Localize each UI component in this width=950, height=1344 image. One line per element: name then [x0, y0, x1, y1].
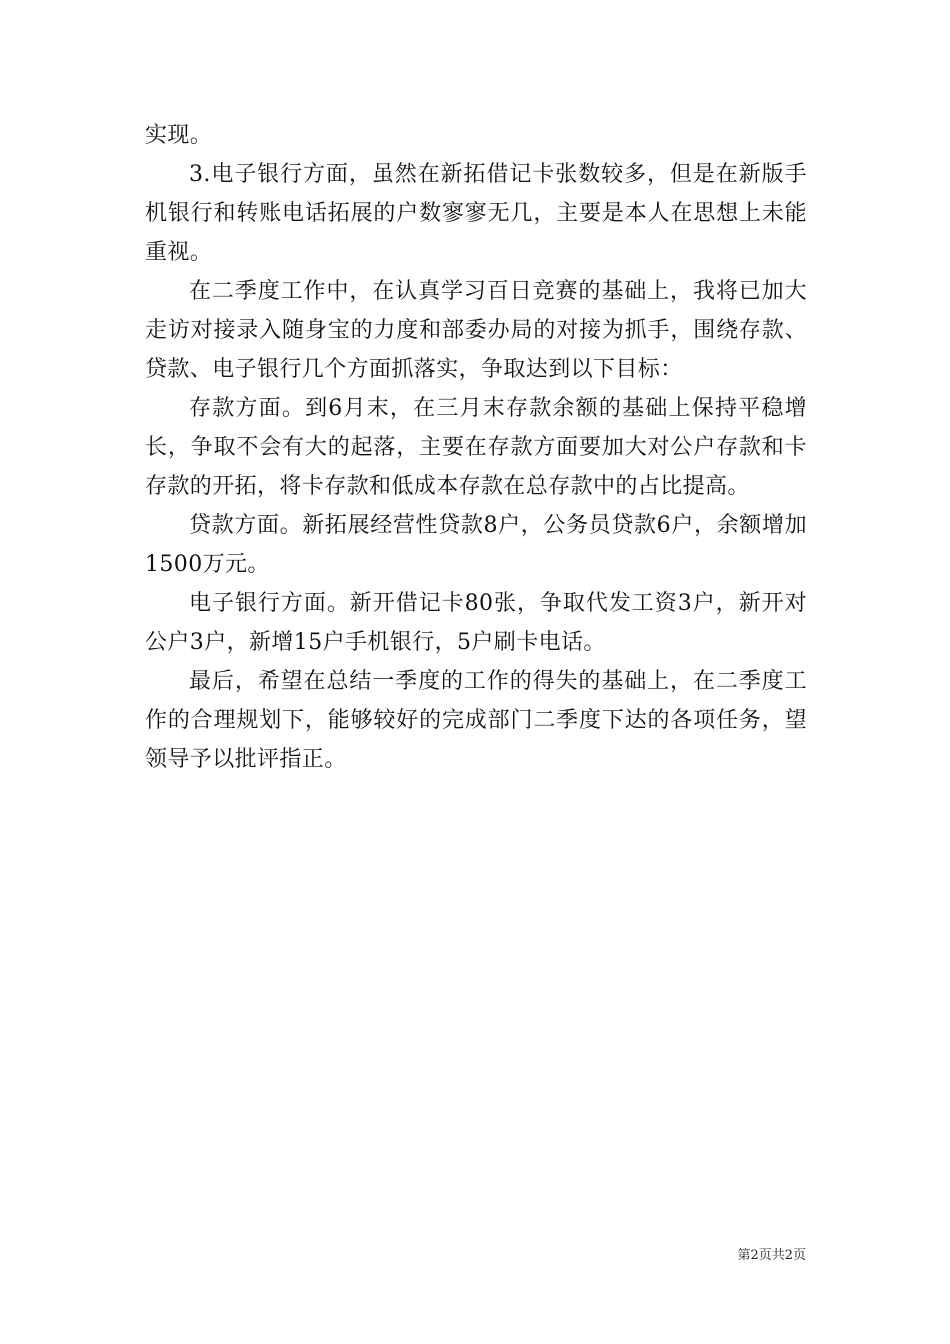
paragraph-closing: 最后，希望在总结一季度的工作的得失的基础上，在二季度工作的合理规划下，能够较好的完成部门二季度下达的各项任务，望领导予以批评指正。 — [145, 669, 807, 772]
paragraph-loan-goal: 贷款方面。新拓展经营性贷款8户，公务员贷款6户，余额增加1500万元。 — [145, 513, 807, 577]
paragraph-e-banking-goal: 电子银行方面。新开借记卡80张，争取代发工资3户，新开对公户3户，新增15户手机银行，5户刷卡电话。 — [145, 591, 807, 655]
paragraph-e-banking-issue: 3.电子银行方面，虽然在新拓借记卡张数较多，但是在新版手机银行和转账电话拓展的户数寥寥无几，主要是本人在思想上未能重视。 — [145, 162, 807, 265]
paragraph-q2-plan: 在二季度工作中，在认真学习百日竞赛的基础上，我将已加大走访对接录入随身宝的力度和部委办局的对接为抓手，围绕存款、贷款、电子银行几个方面抓落实，争取达到以下目标： — [145, 279, 807, 382]
paragraph-continuation: 实现。 — [145, 123, 213, 148]
page-number-footer: 第2页共2页 — [737, 1248, 806, 1263]
document-body — [145, 116, 807, 779]
paragraph-deposit-goal: 存款方面。到6月末，在三月末存款余额的基础上保持平稳增长，争取不会有大的起落，主要在存款方面要加大对公户存款和卡存款的开拓，将卡存款和低成本存款在总存款中的占比提高。 — [145, 396, 807, 499]
